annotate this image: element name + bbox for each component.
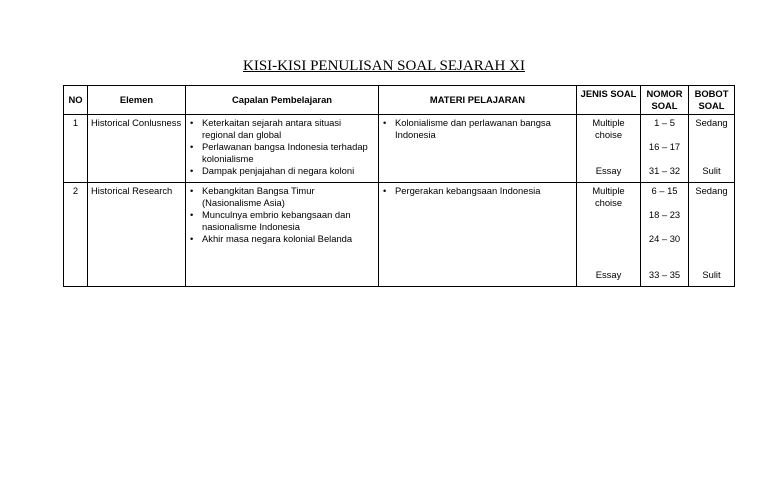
cell-no: 2: [64, 183, 88, 287]
cell-nomor-soal: [641, 115, 689, 183]
nomor-range: 1 – 5: [654, 117, 675, 128]
list-item: • Kolonialisme dan perlawanan bangsa Indonesia: [395, 117, 573, 141]
list-item: • Keterkaitan sejarah antara situasi regional dan global: [202, 117, 375, 141]
cell-jenis-soal: [577, 183, 641, 287]
header-jenis-soal: JENIS SOAL: [577, 86, 641, 115]
header-nomor-soal: NOMOR SOAL: [641, 86, 689, 115]
cell-jenis-soal: [577, 115, 641, 183]
list-item: • Pergerakan kebangsaan Indonesia: [395, 185, 573, 197]
jenis-essay: Essay: [595, 165, 622, 176]
nomor-range: 33 – 35: [648, 269, 681, 280]
nomor-range: 24 – 30: [648, 233, 681, 244]
bobot-value: Sedang: [695, 117, 728, 128]
jenis-multiple: Multiple choise: [592, 117, 625, 140]
cell-bobot-soal: [689, 115, 735, 183]
cell-bobot-soal: [689, 183, 735, 287]
list-item: • Kebangkitan Bangsa Timur (Nasionalisme Asia): [202, 185, 375, 209]
jenis-multiple: Multiple choise: [592, 185, 625, 208]
document-title: KISI-KISI PENULISAN SOAL SEJARAH XI: [243, 58, 525, 74]
header-elemen: Elemen: [88, 86, 186, 115]
table-header-row: [64, 86, 735, 115]
cell-elemen: Historical Research: [88, 183, 186, 287]
cell-materi: [379, 115, 577, 183]
cell-capaian: [186, 115, 379, 183]
kisi-kisi-table: [63, 85, 735, 287]
cell-capaian: [186, 183, 379, 287]
cell-nomor-soal: [641, 183, 689, 287]
list-item: • Perlawanan bangsa Indonesia terhadap kolonialisme: [202, 141, 375, 165]
header-capaian: Capalan Pembelajaran: [186, 86, 379, 115]
bobot-value: Sedang: [695, 185, 728, 196]
table-row: [64, 183, 735, 287]
list-item: • Dampak penjajahan di negara koloni: [202, 165, 375, 177]
bobot-value: Sulit: [702, 165, 721, 176]
list-item: • Akhir masa negara kolonial Belanda: [202, 233, 375, 245]
bobot-value: Sulit: [702, 269, 721, 280]
jenis-essay: Essay: [595, 269, 622, 280]
list-item: • Munculnya embrio kebangsaan dan nasionalisme Indonesia: [202, 209, 375, 233]
cell-materi: [379, 183, 577, 287]
nomor-range: 16 – 17: [648, 141, 681, 152]
header-materi: MATERI PELAJARAN: [379, 86, 577, 115]
cell-no: 1: [64, 115, 88, 183]
nomor-range: 31 – 32: [648, 165, 681, 176]
header-no: NO: [64, 86, 88, 115]
table-row: [64, 115, 735, 183]
nomor-range: 6 – 15: [651, 185, 678, 196]
nomor-range: 18 – 23: [648, 209, 681, 220]
header-bobot-soal: BOBOT SOAL: [689, 86, 735, 115]
cell-elemen: Historical Conlusness: [88, 115, 186, 183]
